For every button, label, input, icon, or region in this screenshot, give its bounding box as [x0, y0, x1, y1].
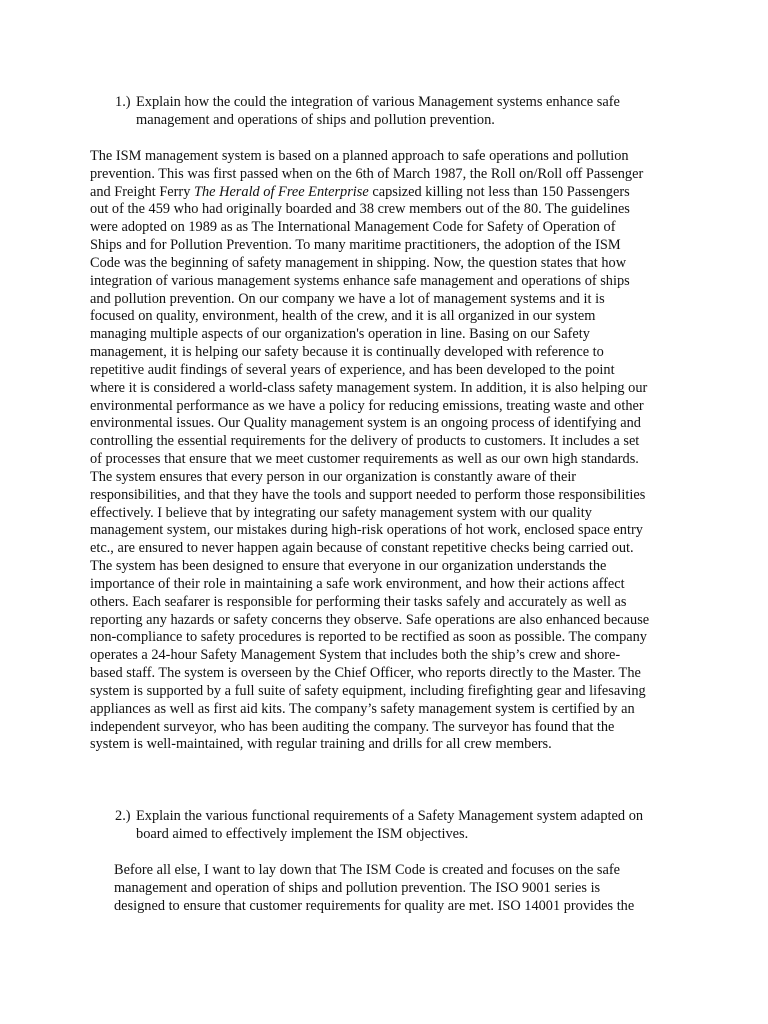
answer-1-line [90, 326, 690, 344]
answer-1-text-segment: repetitive audit findings of several years of experience, and has been developed to the point [90, 361, 615, 378]
question-1-number: 1.) [115, 94, 131, 110]
answer-1-line [90, 166, 690, 184]
answer-1-text-segment: appliances as well as first aid kits. The company’s safety management system is certified by an [90, 700, 635, 717]
answer-1-line [90, 308, 690, 326]
answer-1-text-segment: Code was the beginning of safety management in shipping. Now, the question states that how [90, 254, 627, 271]
answer-1-text-segment: and Freight Ferry [90, 183, 194, 200]
answer-1-text-segment: independent surveyor, who has been auditing the company. The surveyor has found that the [90, 718, 615, 735]
answer-2-line: designed to ensure that customer requirements for quality are met. ISO 14001 provides the [114, 897, 635, 914]
answer-1-text-segment: integration of various management systems enhance safe management and operations of ships [90, 272, 630, 289]
answer-1-text-segment: The ISM management system is based on a planned approach to safe operations and pollution [90, 148, 629, 164]
answer-1-text-segment: capsized killing not less than 150 Passengers [368, 183, 630, 200]
answer-1-text-segment: environmental issues. Our Quality management system is an ongoing process of identifying and [90, 415, 641, 432]
answer-1-line [90, 344, 690, 362]
answer-1-text-segment: based staff. The system is overseen by the Chief Officer, who reports directly to the Master. The [90, 665, 641, 682]
answer-1-text-segment: out of the 459 who had originally boarded and 38 crew members out of the 80. The guidelines [90, 201, 630, 218]
answer-1-line [90, 148, 690, 166]
answer-1-line [90, 380, 690, 398]
answer-1-text-segment: The system ensures that every person in our organization is constantly aware of their [90, 468, 577, 485]
answer-1-text-segment: Ships and for Pollution Prevention. To many maritime practitioners, the adoption of the ISM [90, 237, 621, 254]
answer-1-text-segment: were adopted on 1989 as as The International Management Code for Safety of Operation of [90, 219, 616, 236]
answer-1-text-segment: prevention. This was first passed when on the 6th of March 1987, the Roll on/Roll off Passenger [90, 165, 644, 182]
answer-1-text-segment: controlling the essential requirements for the delivery of products to customers. It includes a set [90, 433, 640, 450]
answer-1-text-segment: etc., are ensured to never happen again because of constant repetitive checks being carried out. [90, 540, 634, 557]
answer-1-line [90, 719, 690, 737]
answer-1-line [90, 451, 690, 469]
answer-2-line: management and operation of ships and pollution prevention. The ISO 9001 series is [114, 879, 601, 896]
answer-1-paragraph [90, 148, 690, 754]
answer-1-line [90, 219, 690, 237]
answer-1-line [90, 522, 690, 540]
answer-1-line [90, 576, 690, 594]
answer-1-line [90, 558, 690, 576]
question-2-text [136, 808, 676, 844]
answer-2-line: Before all else, I want to lay down that The ISM Code is created and focuses on the safe [114, 862, 620, 878]
answer-1-text-segment: operates a 24-hour Safety Management System that includes both the ship’s crew and shore- [90, 647, 621, 664]
answer-1-line [90, 184, 690, 202]
answer-2-paragraph [114, 862, 674, 915]
answer-1-text-segment: responsibilities, and that they have the tools and support needed to perform those responsibilities [90, 486, 646, 503]
question-1-line: Explain how the could the integration of various Management systems enhance safe [136, 94, 620, 110]
answer-1-text-segment: and pollution prevention. On our company we have a lot of management systems and it is [90, 290, 605, 307]
answer-1-line [90, 433, 690, 451]
answer-1-line [90, 612, 690, 630]
answer-1-text-segment: where it is considered a world-class safety management system. In addition, it is also helping our [90, 379, 648, 396]
answer-1-line [90, 237, 690, 255]
answer-1-line [90, 415, 690, 433]
answer-1-line [90, 362, 690, 380]
answer-1-text-segment: The system has been designed to ensure that everyone in our organization understands the [90, 558, 607, 575]
question-2-line: Explain the various functional requirements of a Safety Management system adapted on [136, 808, 644, 824]
question-2-line: board aimed to effectively implement the ISM objectives. [136, 825, 469, 842]
answer-1-line [90, 540, 690, 558]
answer-1-line [90, 665, 690, 683]
answer-1-text-segment: management system, our mistakes during high-risk operations of hot work, enclosed space entry [90, 522, 643, 539]
answer-1-text-segment: environmental performance as we have a policy for reducing emissions, treating waste and other [90, 397, 644, 414]
answer-1-line [90, 505, 690, 523]
answer-1-line [90, 487, 690, 505]
answer-1-text-segment: system is well-maintained, with regular training and drills for all crew members. [90, 736, 552, 753]
answer-1-line [90, 255, 690, 273]
answer-1-line [90, 291, 690, 309]
answer-1-line [90, 273, 690, 291]
answer-1-text-segment: management, it is helping our safety because it is continually developed with reference to [90, 344, 604, 361]
answer-1-line [90, 647, 690, 665]
answer-1-text-segment: importance of their role in maintaining a safe work environment, and how their actions affect [90, 575, 625, 592]
question-2-number: 2.) [115, 808, 131, 824]
answer-1-text-segment: system is supported by a full suite of safety equipment, including firefighting gear and lifesaving [90, 682, 646, 699]
answer-1-line [90, 683, 690, 701]
answer-1-text-segment: managing multiple aspects of our organization's operation in line. Basing on our Safety [90, 326, 590, 343]
answer-1-line [90, 701, 690, 719]
answer-1-text-segment: focused on quality, environment, health of the crew, and it is all organized in our system [90, 308, 596, 325]
answer-1-text-segment: reporting any hazards or safety concerns they observe. Safe operations are also enhanced because [90, 611, 650, 628]
answer-1-line [90, 594, 690, 612]
answer-1-line [90, 201, 690, 219]
ship-name-italic: The Herald of Free Enterprise [193, 183, 369, 200]
answer-1-text-segment: effectively. I believe that by integrating our safety management system with our quality [90, 504, 592, 521]
answer-1-text-segment: others. Each seafarer is responsible for performing their tasks safely and accurately as well as [90, 593, 627, 610]
answer-1-text-segment: of processes that ensure that we meet customer requirements as well as our own high standards. [90, 451, 639, 468]
answer-1-line [90, 736, 690, 754]
answer-1-line [90, 629, 690, 647]
answer-1-line [90, 469, 690, 487]
answer-1-line [90, 398, 690, 416]
question-1-text [136, 94, 676, 130]
answer-1-text-segment: non-compliance to safety procedures is reported to be rectified as soon as possible. The company [90, 629, 647, 646]
question-1-line: management and operations of ships and pollution prevention. [136, 111, 495, 128]
